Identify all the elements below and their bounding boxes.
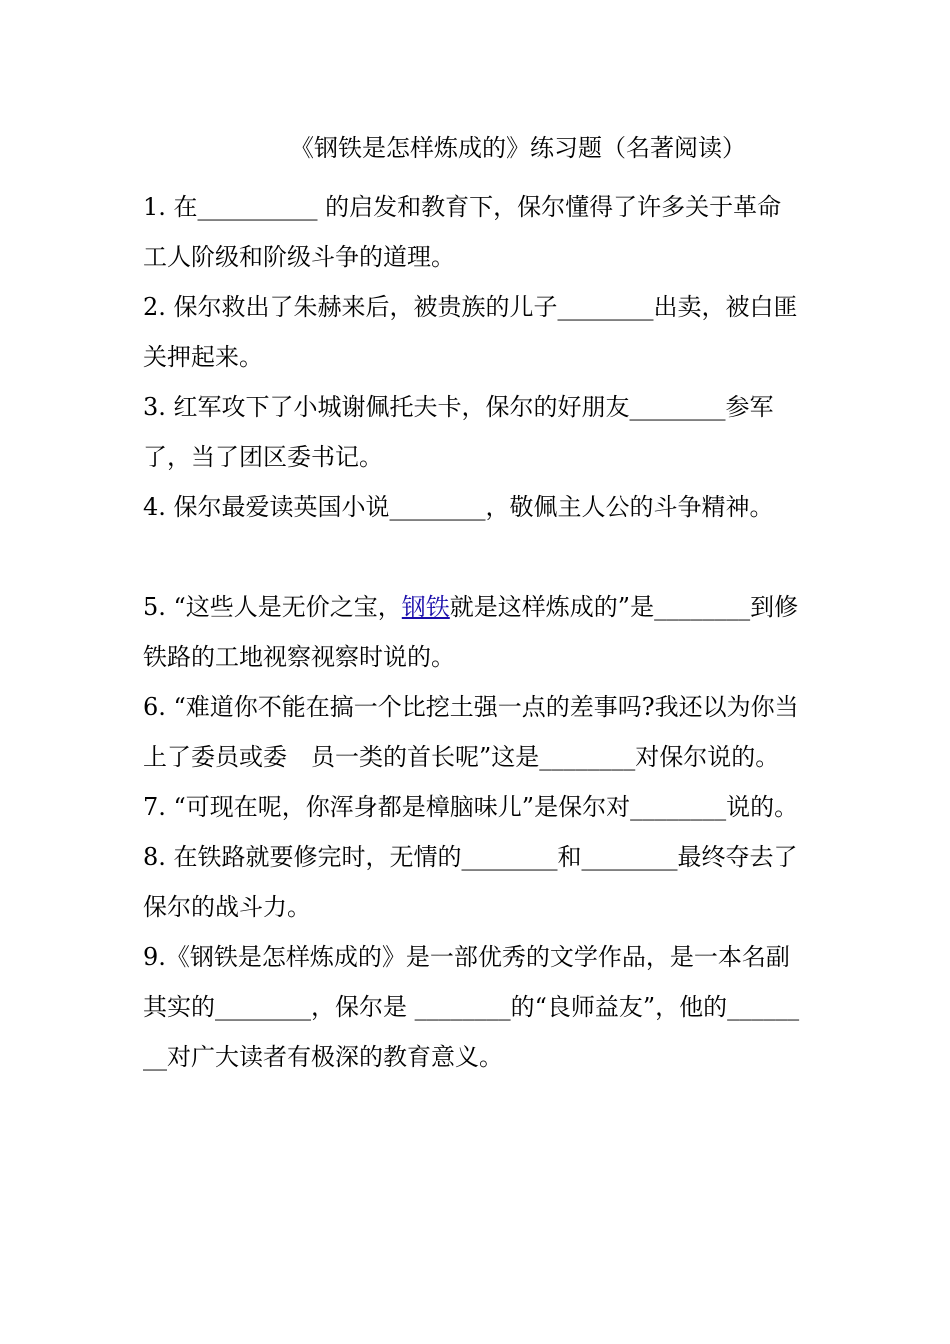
document-title: 《钢铁是怎样炼成的》练习题（名著阅读） — [290, 134, 746, 162]
question-5-prefix: 5. “这些人是无价之宝， — [143, 593, 402, 621]
question-7: 7. “可现在呢，你浑身都是樟脑味儿”是保尔对________说的。 — [143, 793, 799, 821]
question-list — [143, 182, 805, 1082]
question-1: 1. 在__________ 的启发和教育下，保尔懂得了许多关于革命工人阶级和阶级斗争的道理。 — [143, 193, 782, 271]
steel-link[interactable]: 钢铁 — [401, 593, 450, 621]
question-5 — [143, 582, 805, 682]
question-4: 4. 保尔最爱读英国小说________，敬佩主人公的斗争精神。 — [143, 493, 774, 521]
question-6: 6. “难道你不能在搞一个比挖土强一点的差事吗?我还以为你当上了委员或委 员一类的首长呢”这是________对保尔说的。 — [143, 693, 799, 771]
blank-line — [143, 532, 805, 582]
question-8: 8. 在铁路就要修完时，无情的________和________最终夺去了保尔的战斗力。 — [143, 843, 798, 921]
question-9: 9.《钢铁是怎样炼成的》是一部优秀的文学作品，是一本名副其实的________，保尔是 ________的“良师益友”，他的________对广大读者有极深的教育意义。 — [143, 943, 800, 1071]
question-5-suffix: 就是这样炼成的”是________到修铁路的工地视察视察时说的。 — [143, 593, 799, 671]
question-2: 2. 保尔救出了朱赫来后，被贵族的儿子________出卖，被白匪关押起来。 — [143, 293, 798, 371]
question-3: 3. 红军攻下了小城谢佩托夫卡，保尔的好朋友________参军了，当了团区委书记。 — [143, 393, 774, 471]
